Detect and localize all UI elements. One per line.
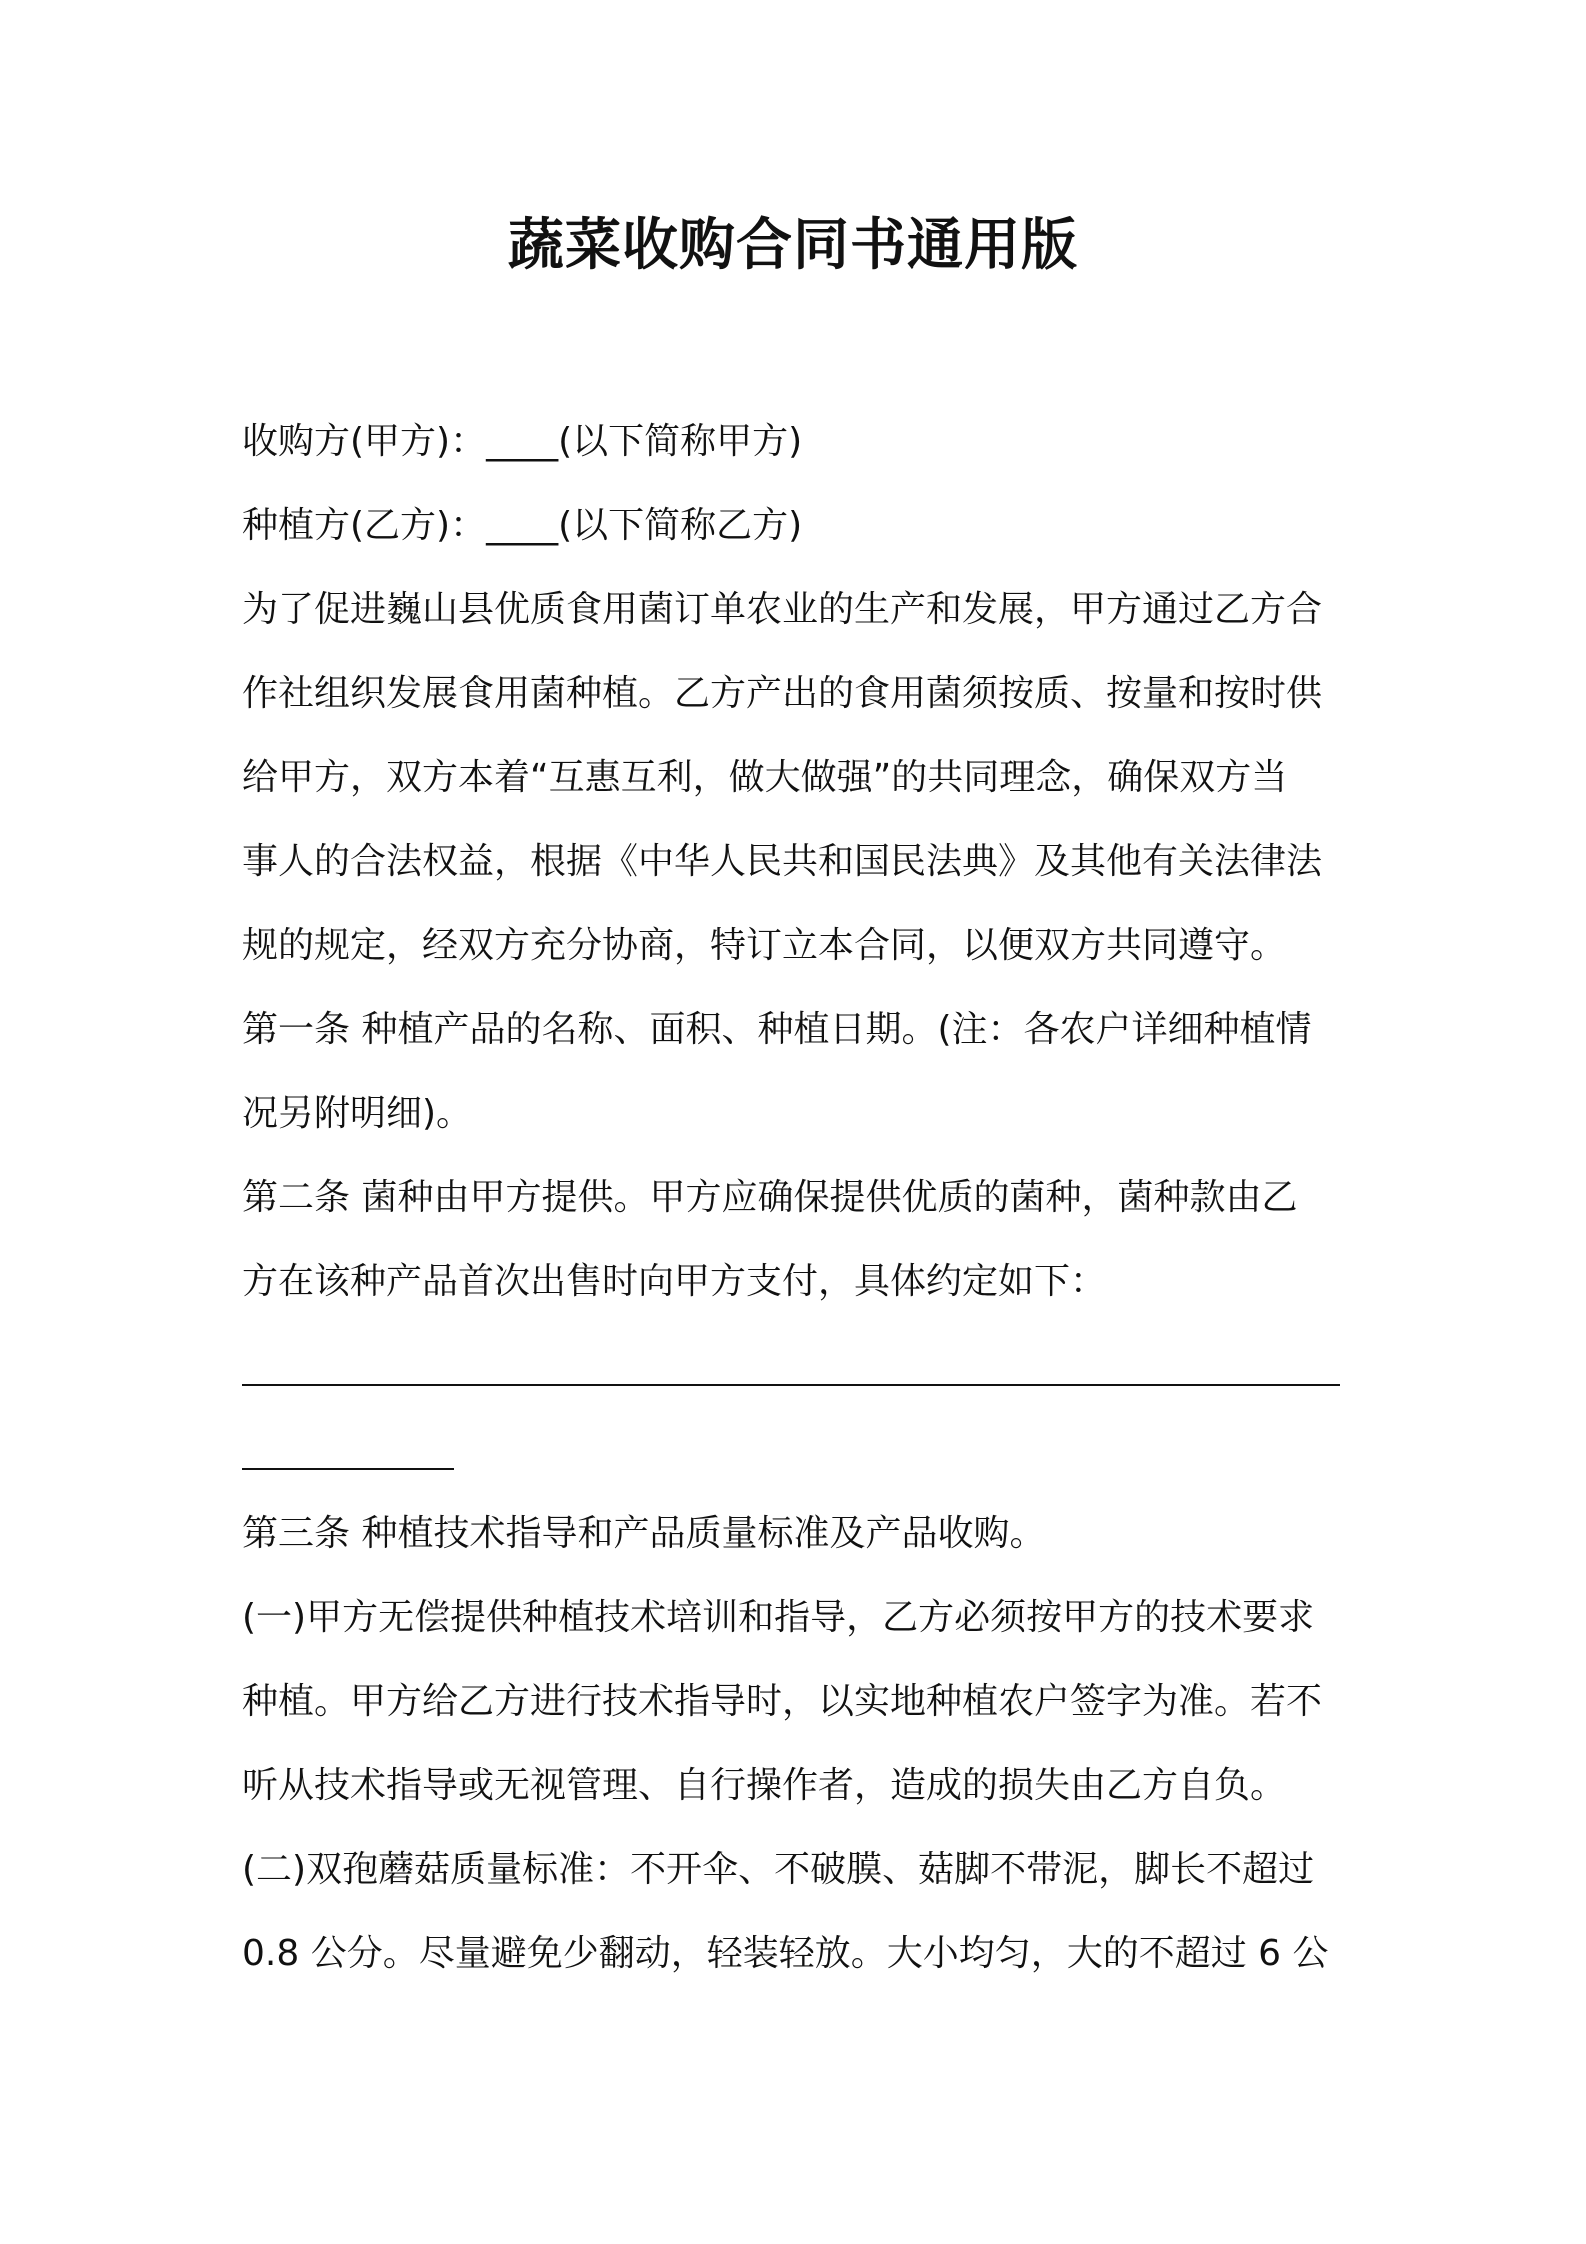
article-3-clause-2-line: (二)双孢蘑菇质量标准：不开伞、不破膜、菇脚不带泥，脚长不超过 — [242, 1849, 1315, 1890]
article-1-line: 况另附明细)。 — [242, 1093, 473, 1134]
fill-in-blank-line — [242, 1408, 1352, 1492]
article-1-line: 第一条 种植产品的名称、面积、种植日期。(注：各农户详细种植情 — [242, 1009, 1312, 1050]
article-3-clause-1-line: 听从技术指导或无视管理、自行操作者，造成的损失由乙方自负。 — [242, 1765, 1287, 1806]
blank-rule — [242, 1468, 454, 1470]
fill-in-blank-line — [242, 1324, 1352, 1408]
document-title: 蔬菜收购合同书通用版 — [508, 213, 1078, 278]
article-2-line: 方在该种产品首次出售时向甲方支付，具体约定如下： — [242, 1261, 1107, 1302]
document-body — [242, 400, 1352, 1996]
article-3-line: 第三条 种植技术指导和产品质量标准及产品收购。 — [242, 1513, 1046, 1554]
article-3-clause-1-line: 种植。甲方给乙方进行技术指导时，以实地种植农户签字为准。若不 — [242, 1681, 1323, 1722]
preamble-line: 事人的合法权益，根据《中华人民共和国民法典》及其他有关法律法 — [242, 841, 1323, 882]
preamble-line: 为了促进巍山县优质食用菌订单农业的生产和发展，甲方通过乙方合 — [242, 589, 1323, 630]
preamble-line: 给甲方，双方本着“互惠互利，做大做强”的共同理念，确保双方当 — [242, 757, 1288, 798]
blank-rule — [242, 1384, 1340, 1386]
article-3-clause-1-line: (一)甲方无偿提供种植技术培训和指导，乙方必须按甲方的技术要求 — [242, 1597, 1315, 1638]
party-a-line: 收购方(甲方)：____(以下简称甲方) — [242, 421, 803, 462]
article-3-clause-2-line: 0.8 公分。尽量避免少翻动，轻装轻放。大小均匀，大的不超过 6 公 — [242, 1933, 1329, 1974]
preamble-line: 规的规定，经双方充分协商，特订立本合同，以便双方共同遵守。 — [242, 925, 1287, 966]
party-b-line: 种植方(乙方)：____(以下简称乙方) — [242, 505, 803, 546]
preamble-line: 作社组织发展食用菌种植。乙方产出的食用菌须按质、按量和按时供 — [242, 673, 1323, 714]
article-2-line: 第二条 菌种由甲方提供。甲方应确保提供优质的菌种，菌种款由乙 — [242, 1177, 1298, 1218]
